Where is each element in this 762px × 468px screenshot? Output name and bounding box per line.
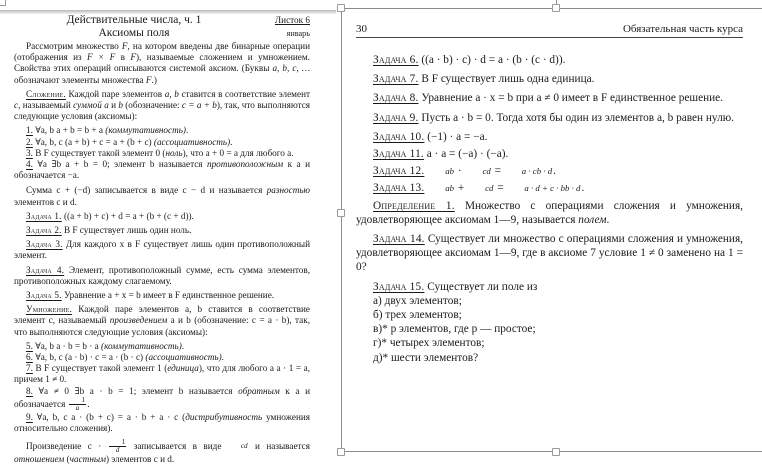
task-label: Задача 3. [26,239,63,250]
task-15-intro [356,280,743,294]
axiom-6 [14,352,310,363]
axiom-name: (ассоциативность) [145,352,222,363]
right-page-content [356,22,743,365]
text: . [606,213,610,226]
resize-handle-top[interactable] [552,4,560,12]
text: Множество с операциями сложения и умножения, удовлетворяющее аксиомам 1—9, называется [356,199,743,226]
quotient-paragraph [14,439,310,466]
numerator: 1 [109,439,127,447]
text: умножения относительно сложения). [14,412,310,434]
formula: ∀a, b, c a · (b + c) = a · b + a · c ( [32,412,186,423]
task-13 [356,181,743,195]
task-12 [356,164,743,178]
axiom-number: 3. [26,147,33,158]
task-label: Задача 7. [373,73,419,86]
task-label: Задача 11. [373,148,424,161]
axiom-name: (коммутативность) [101,340,182,351]
denominator: b · d [565,183,581,194]
task-label: Задача 5. [26,290,62,301]
task-label: Задача 1. [26,210,62,221]
formula: ∀a, b a + b = b + a [32,125,106,136]
numerator: c [485,183,489,194]
operator: = [494,182,507,195]
term: произведением [109,315,168,326]
axiom-name: (коммутативность) [105,125,186,136]
axiom-2 [14,137,310,148]
task-text: Для каждого x в F существует лишь один противоположный элемент. [14,239,310,261]
task-15-item-e: д)* шести элементов? [373,351,479,364]
term: частным [69,453,106,464]
addition-label: Сложение. [26,88,66,99]
fraction [505,167,552,176]
denominator: d [115,445,120,454]
math: F [130,52,136,63]
denominator: b · d [536,166,553,177]
text: к a и обозначается [14,385,310,409]
math: a, b [164,88,179,99]
text: и [108,100,119,111]
axiom-1 [14,125,310,136]
multiplication-axioms [14,341,310,435]
axiom-4 [14,159,310,181]
task-text: ((a · b) · c) · d = a · (b · (c · d)). [418,54,566,66]
math: a, b, c, … [272,63,310,74]
task-15-item-a: а) двух элементов; [373,294,462,307]
term: ноль [165,147,183,158]
running-title: Обязательная часть курса [622,23,743,35]
fraction [507,184,580,193]
task-15 [356,280,743,365]
text: . [230,136,233,147]
term: противоположным [206,159,284,170]
axiom-5 [14,341,310,352]
task-label: Задача 15. [373,280,425,293]
text: В F существует такой элемент 0 ( [32,147,166,158]
task-15-item-c: в)* p элементов, где p — простое; [373,323,536,336]
axiom-7 [14,363,310,385]
task-4 [14,265,310,287]
term: единица [167,363,199,374]
task-label: Задача 4. [26,264,65,275]
numerator: 1 [69,397,87,405]
task-text: Существует ли множество с операциями сложения и умножения, удовлетворяющее аксиомам 1—9, где в аксиоме 7 условие 1 ≠ 0 заменено на 1 = 0? [356,233,743,274]
resize-handle[interactable] [0,0,6,6]
sheet-month: январь [286,29,310,38]
denominator: a [75,404,80,413]
axiom-number: 4. [26,159,33,170]
fraction [428,184,454,193]
formula: ∀a, b, c (a · b) · c = a · (b · c) [32,352,146,363]
task-3 [14,239,310,261]
operator: · [455,165,465,178]
task-11 [356,147,743,161]
definition-label: Определение 1. [373,199,455,212]
addition-definition [14,89,310,123]
term: обратным [238,385,280,396]
math: F [121,41,128,51]
task-label: Задача 10. [373,130,425,143]
text: ), называемые сложением и умножением. Свойства этих операций описываются системой аксиом. (Буквы [14,52,310,74]
task-label: Задача 8. [373,92,419,105]
multiplication-label: Умножение. [26,304,73,315]
numerator: a [445,183,450,194]
definition-1 [356,199,743,227]
text: . [221,352,224,363]
task-text: Элемент, противоположный сумме, есть сумма элементов, противоположных каждому слагаемому. [14,264,310,286]
text: (обозначение: [122,100,182,111]
task-label: Задача 9. [373,111,419,124]
text: обозначают элементы множества [14,74,146,85]
math: F × F [87,52,116,63]
task-6 [356,53,743,67]
task-8 [356,91,743,105]
text: В F существует такой элемент 1 ( [32,363,168,374]
multiplication-definition [14,304,310,338]
text: , называемый [18,100,74,111]
task-9 [356,111,743,125]
text: ( [64,453,70,464]
numerator: c [482,166,487,177]
numerator: a · d + c · b [524,183,566,194]
fraction [465,167,490,176]
axiom-number: 8. [26,385,33,396]
numerator: a [445,166,450,177]
text: Каждой паре элементов [65,88,165,99]
text: . [181,340,185,351]
fraction [109,439,127,454]
task-text: Пусть a · b = 0. Тогда хотя бы один из элементов a, b равен нулю. [418,111,734,124]
task-7 [356,72,743,86]
text: .) [151,74,157,85]
fraction [468,184,493,193]
task-text: Существует ли поле из [424,280,538,293]
left-page-header [14,14,310,41]
text: и называется [248,440,310,451]
left-page [0,0,336,464]
task-14 [356,232,743,275]
left-page-content [14,14,310,468]
denominator: b [449,183,455,194]
denominator: b [449,166,455,177]
math: c = a + b [181,100,217,111]
text: Сумма c + (−d) записывается в виде c − d и называется [26,185,267,196]
fraction [69,395,90,413]
task-text: Уравнение a + x = b имеет в F единственное решение. [61,290,275,301]
axiom-number: 7. [26,363,33,374]
axiom-number: 6. [26,352,33,363]
math: c [14,100,19,111]
addition-axioms [14,125,310,181]
axiom-number: 1. [26,125,33,136]
text: ) элементов c и d. [105,453,175,464]
math: a [104,100,109,111]
task-label: Задача 2. [26,225,62,236]
term: разностью [266,185,310,196]
numerator: c [240,441,245,450]
task-label: Задача 13. [373,182,425,195]
text: ставится в соответствие элемент [178,88,311,99]
sheet-number: Листок 6 [274,15,310,25]
resize-handle-bottom[interactable] [552,448,560,456]
sheet-title: Действительные числа, ч. 1 [66,14,202,26]
denominator: d [244,441,248,450]
text: ), что для любого a a · 1 = a, причем 1 ≠ 0. [14,363,311,385]
task-15-item-b: б) трех элементов; [373,309,462,322]
task-text: В F существует лишь одна единица. [418,73,595,86]
text: ), что a + 0 = a для любого a. [182,147,294,158]
axiom-8 [14,386,310,413]
task-10 [356,130,743,144]
math: b [118,100,123,111]
text: Рассмотрим множество [26,41,122,51]
resize-handle-top-left[interactable] [337,4,345,12]
axiom-number: 5. [26,340,33,351]
resize-handle-left[interactable] [337,209,345,217]
denominator: d [488,183,494,194]
formula: ∀a, b, c (a + b) + c = a + (b + c) [32,136,154,147]
right-page-header [356,22,743,38]
operator: + [455,182,468,195]
denominator: d [486,166,491,177]
term: дистрибутивность [185,412,263,423]
text: к a и обозначается −a. [14,159,310,181]
text: ), так, что выполняются следующие условия (аксиомы): [14,100,311,122]
axiom-number: 2. [26,136,33,147]
text: , на котором введены две бинарные операции (отображения из [14,41,310,63]
task-text: ((a + b) + c) + d = a + (b + (c + d)). [61,210,194,221]
term: полем [578,213,607,226]
text: . [87,398,90,409]
text: . [553,165,556,178]
axiom-9 [14,412,310,434]
formula: ∀a, b a · b = b · a [32,340,102,351]
text: записывается в виде [127,440,228,451]
axiom-3 [14,148,310,159]
text: a и b (обозначение: c = a · b), так, что выполняются следующие условия (аксиомы): [14,315,310,337]
task-2 [14,225,310,236]
term: отношением [14,453,65,464]
text: . [581,182,585,195]
sheet-subtitle: Аксиомы поля [98,27,170,39]
operator: = [491,165,504,178]
text: в [115,52,131,63]
axiom-name: (ассоциативность) [153,136,231,147]
text: элементов c и d. [14,196,77,207]
intro-paragraph [14,41,310,86]
task-text: (−1) · a = −a. [424,130,488,143]
task-15-item-d: г)* четырех элементов; [373,337,485,350]
term: суммой [73,100,102,111]
page-number: 30 [356,23,367,35]
fraction [229,443,248,450]
numerator: a · c [521,166,537,177]
task-text: В F существует лишь один ноль. [61,225,192,236]
resize-handle-bottom-left[interactable] [337,448,345,456]
task-1 [14,211,310,222]
task-text: a · a = (−a) · (−a). [423,148,509,161]
text: Каждой паре элементов a, b ставится в соответствие элемент c, называемый [14,304,310,326]
text: Произведение c · [26,440,108,451]
task-label: Задача 6. [373,54,419,66]
text: ∀a ∃b a + b = 0; элемент b называется [32,159,207,170]
difference-paragraph [14,185,310,207]
text: . [185,125,189,136]
fraction [428,167,454,176]
text: ∀a ≠ 0 ∃b a · b = 1; элемент b называется [32,385,239,396]
axiom-number: 9. [26,412,33,423]
math: F [145,74,152,85]
task-label: Задача 12. [373,165,425,178]
task-label: Задача 14. [373,233,425,246]
task-text: Уравнение a · x = b при a ≠ 0 имеет в F единственное решение. [418,92,724,105]
task-5 [14,290,310,301]
